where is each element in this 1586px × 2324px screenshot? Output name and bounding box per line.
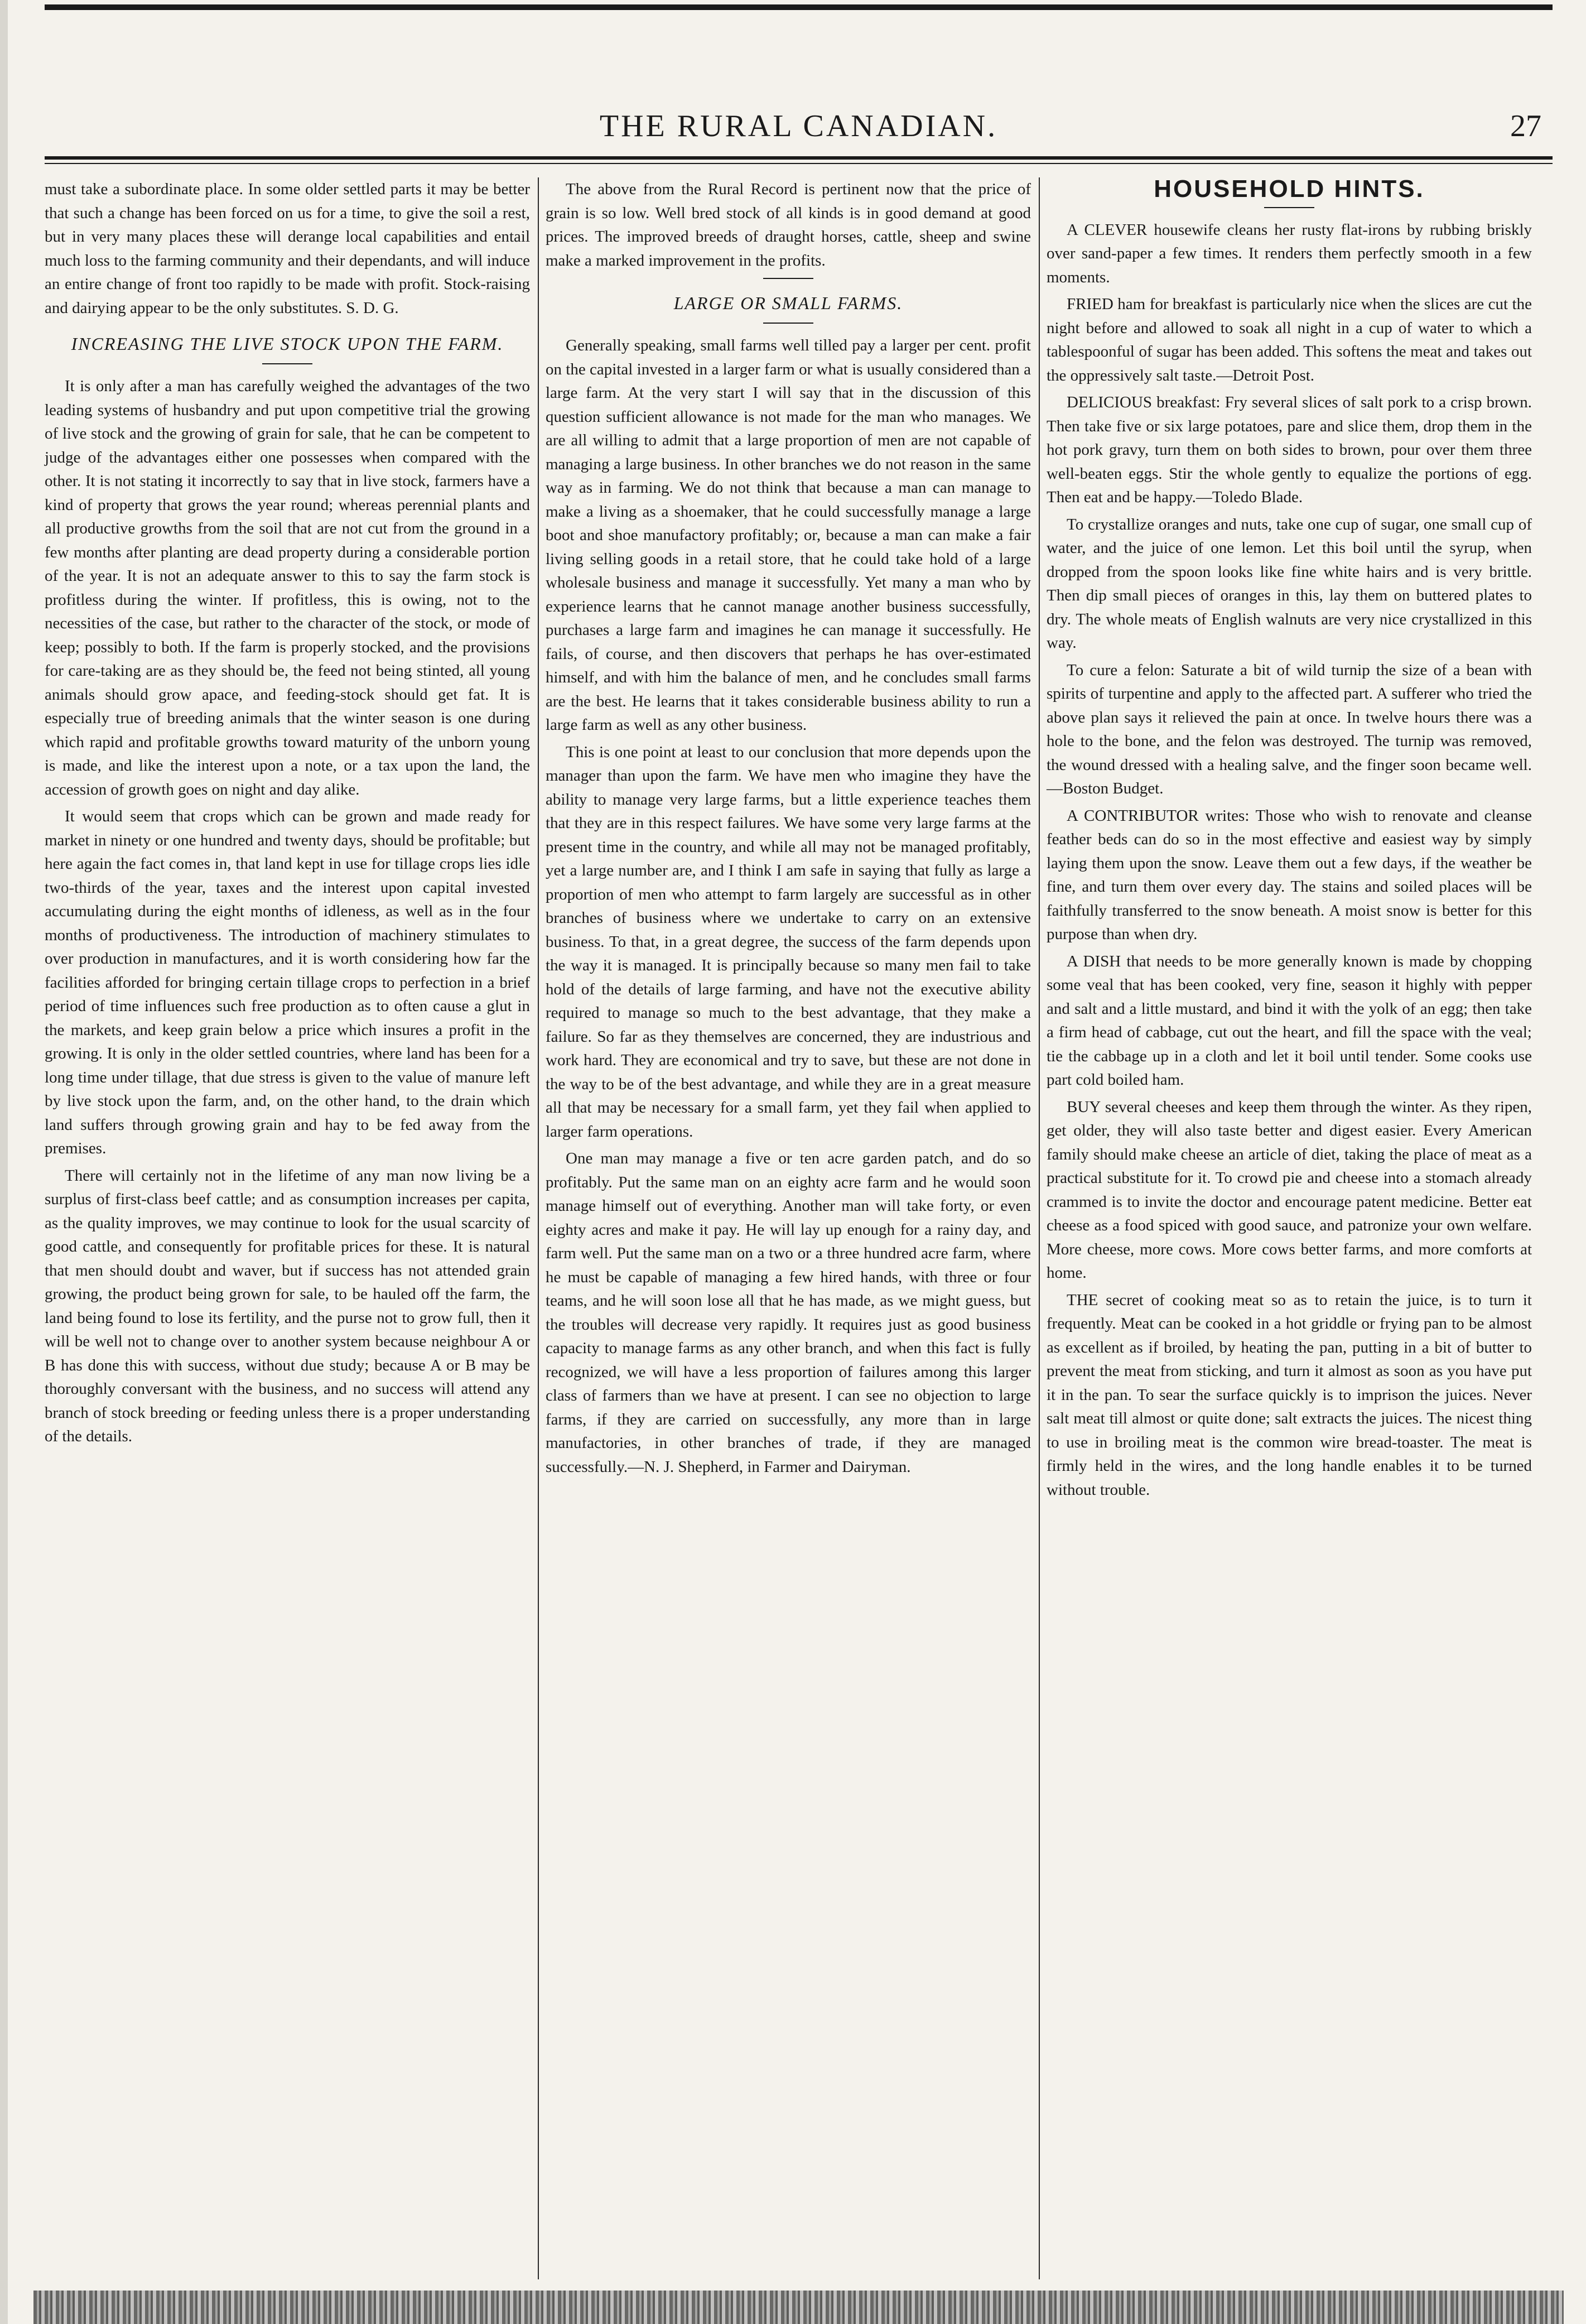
column-2 <box>546 177 1031 1482</box>
paragraph: A DISH that needs to be more generally known is made by chopping some veal that has been cooked, very fine, season it highly with pepper and salt and a little mustard, and bind it with the yolk of an egg; then take a firm head of cabbage, cut out the heart, and fill the space with the veal; tie the cabbage up in a cloth and let it boil until tender. Some cooks use part cold boiled ham. <box>1047 952 1532 1089</box>
masthead <box>45 105 1553 150</box>
heading-rule <box>262 363 312 364</box>
column-1 <box>45 177 530 1452</box>
article-heading-live-stock: INCREASING THE LIVE STOCK UPON THE FARM. <box>71 334 504 354</box>
column-divider-2 <box>1039 177 1040 2279</box>
top-rule <box>45 4 1553 10</box>
paragraph: The above from the Rural Record is pertinent now that the price of grain is so low. Well bred stock of all kinds is in good demand at good prices. The improved breeds of draught horses, cattle, sheep and swine make a marked improvement in the profits. <box>546 180 1031 270</box>
header-rule-thin <box>45 163 1553 164</box>
article-heading-farms: LARGE OR SMALL FARMS. <box>673 293 903 313</box>
paragraph: must take a subordinate place. In some older settled parts it may be better that such a change has been forced on us for a time, to give the soil a rest, but in very many places these will derange local capabilities and entail much loss to the farming community and their dependants, and will induce an entire change of front too rapidly to be made with profit. Stock-raising and dairying appear to be the only substitutes. S. D. G. <box>45 180 530 317</box>
paragraph: BUY several cheeses and keep them through the winter. As they ripen, get older, they will also taste better and digest easier. Every American family should make cheese an article of diet, taking the place of meat as a practical substitute for it. To crowd pie and cheese into a stomach already crammed is to invite the doctor and encourage patent medicine. Better eat cheese as a food spiced with good sauce, and patronize your own welfare. More cheese, more cows. More cows better farms, and more comforts at home. <box>1047 1098 1532 1282</box>
paragraph: There will certainly not in the lifetime of any man now living be a surplus of first-class beef cattle; and as consumption increases per capita, as the quality improves, we may continue to look for the usual scarcity of good cattle, and consequently for profitable prices for these. It is natural that men should doubt and waver, but if success has not attended grain growing, the product being grown for sale, to be hauled off the farm, the land being found to lose its fertility, and the purse not to grow full, then it will be well not to change over to another system because neighbour A or B has done this with success, without due study; because A or B may be thoroughly conversant with the business, and no success will attend any branch of stock breeding or feeding unless there is a proper understanding of the details. <box>45 1166 530 1445</box>
paragraph: One man may manage a five or ten acre garden patch, and do so profitably. Put the same man on an eighty acre farm and he would soon manage himself out of everything. Another man will take forty, or even eighty acres and make it pay. He will lay up enough for a rainy day, and farm well. Put the same man on a two or a three hundred acre farm, where he must be capable of managing a few hired hands, with three or four teams, and he will soon lose all that he has made, as we might guess, but the troubles will decrease very rapidly. It requires just as good business capacity to manage farms as any other branch, and when this fact is fully recognized, we will have a less proportion of failures among this larger class of farmers than we have at present. I can see no objection to large farms, if they are carried on successfully, any more than in large manufactories, in other branches of trade, if they are managed successfully.—N. J. Shepherd, in Farmer and Dairyman. <box>546 1149 1031 1476</box>
page-edge-shadow <box>0 0 8 2324</box>
newspaper-title: THE RURAL CANADIAN. <box>599 109 998 143</box>
page-number: 27 <box>1510 109 1541 143</box>
paragraph: Generally speaking, small farms well tilled pay a larger per cent. profit on the capital invested in a larger farm or what is usually considered than a large farm. At the very start I will say that in the discussion of this question sufficient allowance is not made for the man who manages. We are all willing to admit that a large proportion of men are not capable of managing a large business. In other branches we do not reason in the same way as in farming. We do not think that because a man can manage to make a living as a shoemaker, that he could successfully manage a large boot and shoe manufactory profitably; or, because a man can make a fair living selling goods in a retail store, that he could take hold of a large wholesale business and manage it successfully. Yet many a man who by experience learns that he cannot manage another business successfully, purchases a large farm and imagines he can manage it successfully. He fails, of course, and then discovers that perhaps he has over-estimated himself, and with him the balance of men, and he concludes small farms are the best. He learns that it takes considerable business ability to run a large farm as well as any other business. <box>546 336 1031 734</box>
column-3 <box>1047 177 1532 1505</box>
paragraph: A CONTRIBUTOR writes: Those who wish to renovate and cleanse feather beds can do so in the most effective and easiest way by simply laying them upon the snow. Leave them out a few days, if the weather be fine, and turn them over every day. The stains and soiled places will be faithfully transferred to the snow beneath. A moist snow is better for this purpose than when dry. <box>1047 806 1532 943</box>
heading-rule <box>763 323 813 324</box>
paragraph: THE secret of cooking meat so as to retain the juice, is to turn it frequently. Meat can be cooked in a hot griddle or frying pan to be almost as excellent as if broiled, by heating the pan, putting in a bit of butter to prevent the meat from sticking, and turn it almost as soon as you have put it in the pan. To sear the surface quickly is to imprison the juices. Never salt meat till almost or quite done; salt extracts the juices. The nicest thing to use in broiling meat is the common wire bread-toaster. The meat is firmly held in the wires, and the long handle enables it to be turned without trouble. <box>1047 1291 1532 1499</box>
heading-rule <box>1264 207 1314 208</box>
paragraph: FRIED ham for breakfast is particularly nice when the slices are cut the night before and allowed to soak all night in a cup of water to which a tablespoonful of sugar has been added. This softens the meat and takes out the oppressively salt taste.—Detroit Post. <box>1047 295 1532 384</box>
paragraph: To crystallize oranges and nuts, take one cup of sugar, one small cup of water, and the juice of one lemon. Let this boil until the syrup, when dropped from the spoon looks like fine white hairs and is very brittle. Then dip small pieces of oranges in this, lay them on buttered plates to dry. The whole meats of English walnuts are very nice crystallized in this way. <box>1047 515 1532 652</box>
page-bottom-edge <box>33 2291 1564 2324</box>
section-title-household-hints: HOUSEHOLD HINTS. <box>1154 175 1425 203</box>
paragraph: It is only after a man has carefully weighed the advantages of the two leading systems of husbandry and put upon competitive trial the growing of live stock and the growing of grain for sale, that he can be competent to judge of the advantages either one possesses when compared with the other. It is not stating it incorrectly to say that in live stock, farmers have a kind of property that grows the year round; whereas perennial plants and all productive growths from the soil that are not cut from the ground in a few months after planting are dead property during a considerable portion of the year. It is not an adequate answer to this to say the farm stock is profitless during the winter. If profitless, this is owing, not to the necessities of the case, but rather to the character of the stock, or mode of keep; possibly to both. If the farm is properly stocked, and the provisions for care-taking are as they should be, the feed not being stinted, all young animals should grow apace, and feeding-stock should get fat. It is especially true of breeding animals that the winter season is one during which rapid and profitable growths toward maturity of the unborn young is made, and like the interest upon a note, or a tax upon the land, the accession of growth goes on night and day alike. <box>45 377 530 798</box>
column-divider-1 <box>538 177 539 2279</box>
paragraph: A CLEVER housewife cleans her rusty flat-irons by rubbing briskly over sand-paper a few times. It renders them perfectly smooth in a few moments. <box>1047 220 1532 286</box>
paragraph: This is one point at least to our conclusion that more depends upon the manager than upon the farm. We have men who imagine they have the ability to manage very large farms, but a little experience teaches them that they are in this respect failures. We have some very large farms at the present time in the country, and while all may not be managed profitably, yet a large number are, and I think I am safe in saying that fully as large a proportion of men who attempt to farm largely are successful as in other branches of business where we undertake to carry on an extensive business. To that, in a great degree, the success of the farm depends upon the way it is managed. It is principally because so many men fail to take hold of the details of large farming, and have not the executive ability required to manage so much to the best advantage, that they make a failure. So far as they themselves are concerned, they are industrious and work hard. They are economical and try to save, but these are not done in the way to be of the best advantage, and while they are in a great measure all that may be necessary for a small farm, yet they fail when applied to larger farm operations. <box>546 743 1031 1141</box>
header-rule-thick <box>45 156 1553 160</box>
heading-rule <box>763 278 813 279</box>
paragraph: DELICIOUS breakfast: Fry several slices of salt pork to a crisp brown. Then take five or six large potatoes, pare and slice them, drop them in the hot pork gravy, turn them on both sides to brown, pour over them three well-beaten eggs. Stir the whole gently to equalize the portions of egg. Then eat and be happy.—Toledo Blade. <box>1047 393 1532 506</box>
paragraph: To cure a felon: Saturate a bit of wild turnip the size of a bean with spirits of turpentine and apply to the affected part. A sufferer who tried the above plan says it relieved the pain at once. In twelve hours there was a hole to the bone, and the felon was destroyed. The turnip was removed, the wound dressed with a healing salve, and the finger soon became well.—Boston Budget. <box>1047 661 1532 797</box>
paragraph: It would seem that crops which can be grown and made ready for market in ninety or one hundred and twenty days, should be profitable; but here again the fact comes in, that land kept in use for tillage crops lies idle two-thirds of the year, taxes and the interest upon capital invested accumulating during the eight months of idleness, as well as in the four months of productiveness. The introduction of machinery stimulates to over production in manufactures, and it is worth considering how far the facilities afforded for bringing certain tillage crops to perfection in a brief period of time influences such free production as to often cause a glut in the markets, and keep grain below a price which insures a profit in the growing. It is only in the older settled countries, where land has been for a long time under tillage, that due stress is given to the value of manure left by live stock upon the farm, and, on the other hand, to the drain which land suffers through growing grain and hay to be fed away from the premises. <box>45 807 530 1157</box>
